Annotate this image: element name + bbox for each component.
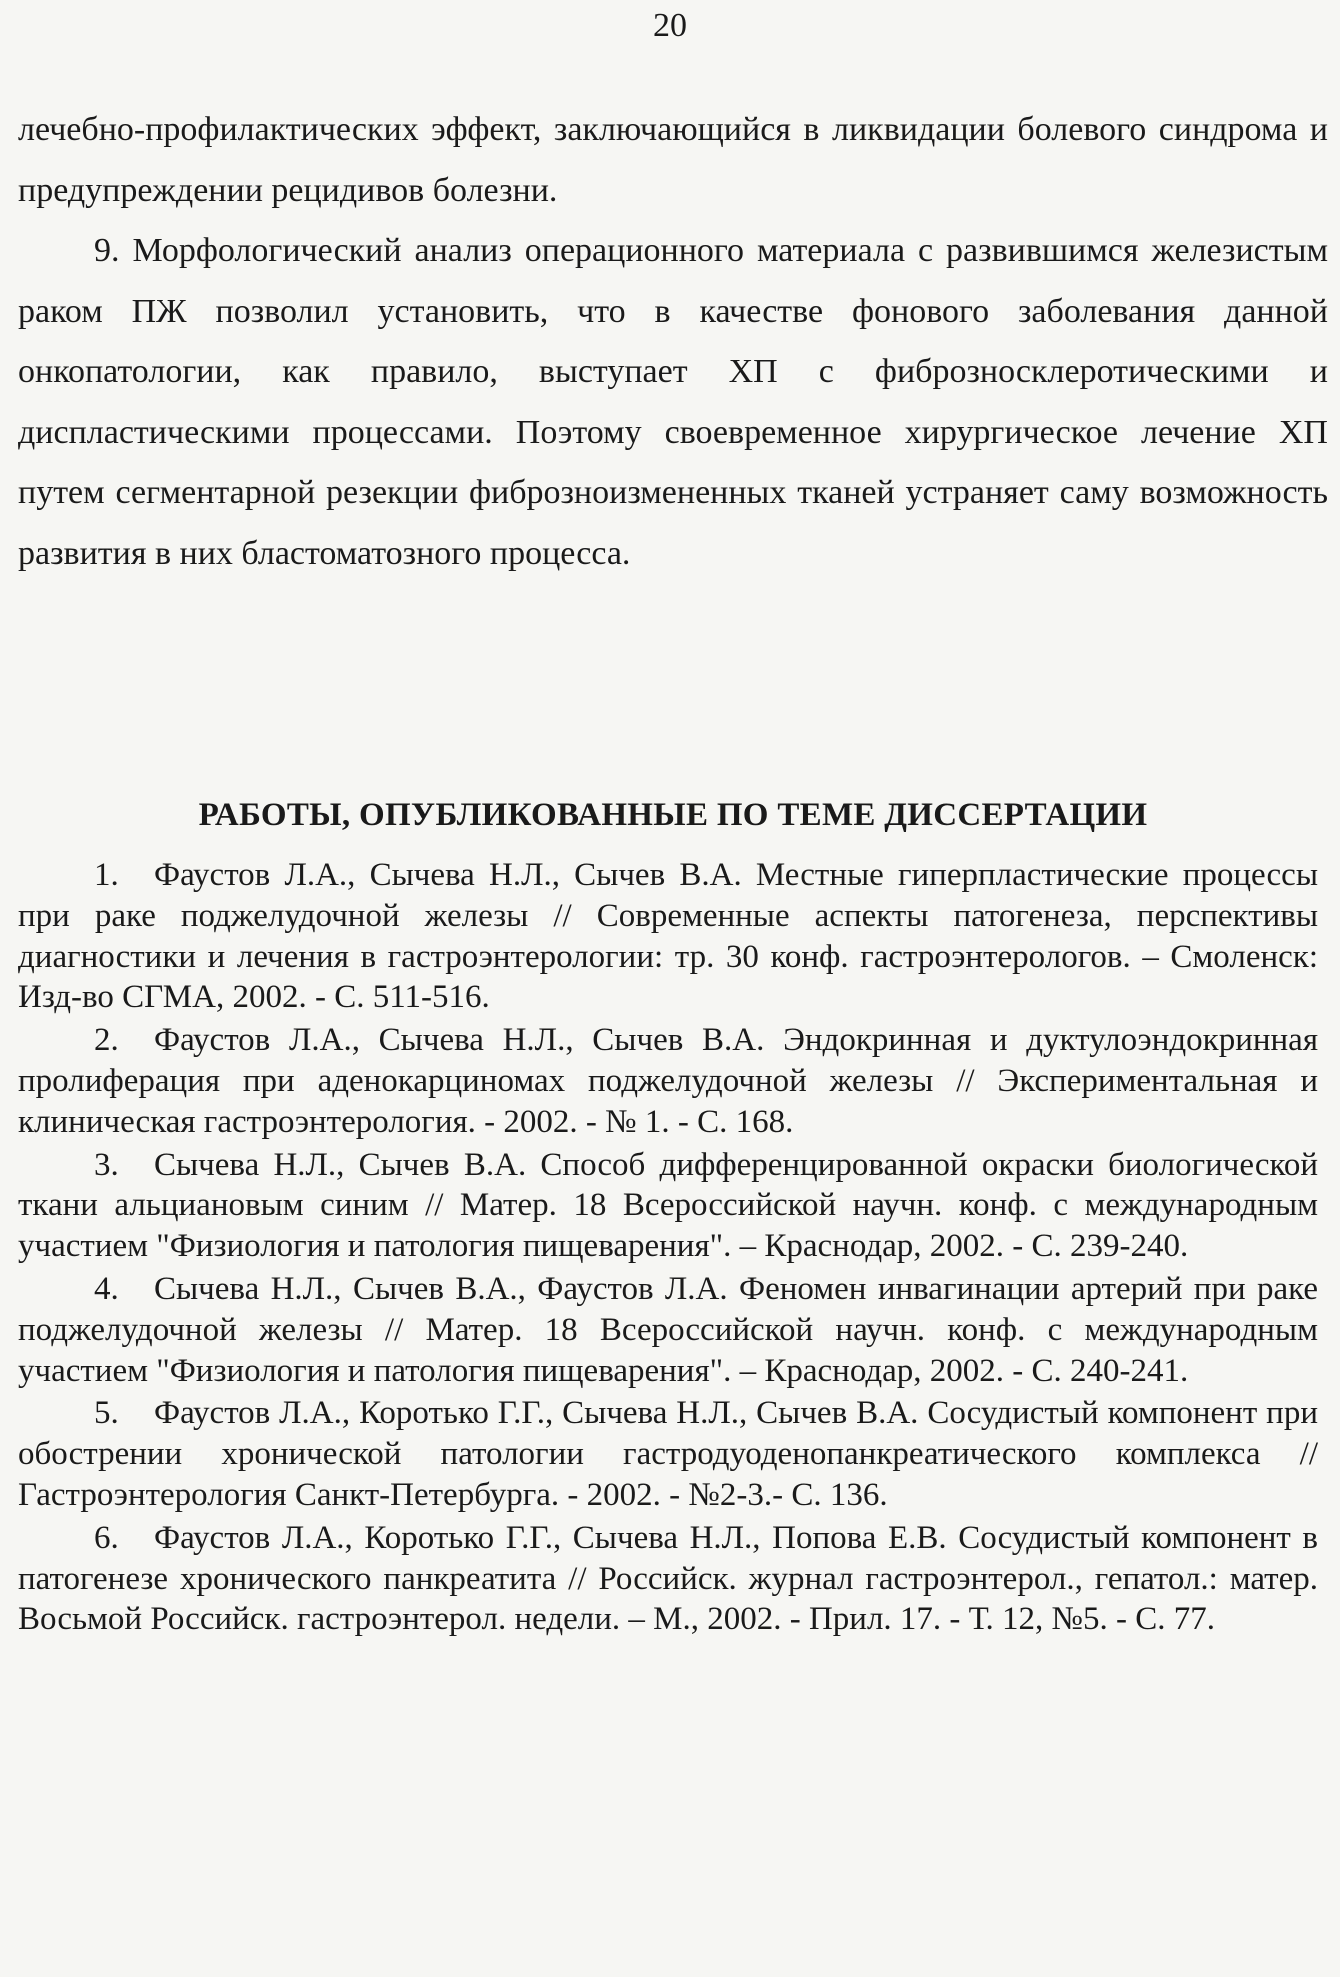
reference-text: Сычева Н.Л., Сычев В.А. Способ дифференцированной окраски биологической ткани альциановым синим // Матер. 18 Всероссийской научн. конф. с международным участием "Физиология и патология пищеварения". – Краснодар, 2002. - С. 239-240. <box>18 1146 1318 1265</box>
page-number: 20 <box>653 7 687 44</box>
reference-item <box>18 1145 1318 1267</box>
reference-number: 4. <box>94 1270 119 1307</box>
reference-item <box>18 1269 1318 1391</box>
reference-item <box>18 855 1318 1018</box>
reference-number: 5. <box>94 1395 119 1432</box>
reference-item <box>18 1518 1318 1640</box>
references-heading: РАБОТЫ, ОПУБЛИКОВАННЫЕ ПО ТЕМЕ ДИССЕРТАЦИИ <box>198 797 1148 833</box>
reference-number: 6. <box>94 1519 119 1556</box>
reference-number: 2. <box>94 1022 119 1059</box>
reference-text: Фаустов Л.А., Коротько Г.Г., Сычева Н.Л., Попова Е.В. Сосудистый компонент в патогенезе хронического панкреатита // Российск. журнал гастроэнтерол., гепатол.: матер. Восьмой Российск. гастроэнтерол. недели. – М., 2002. - Прил. 17. - Т. 12, №5. - С. 77. <box>18 1519 1318 1638</box>
reference-text: Сычева Н.Л., Сычев В.А., Фаустов Л.А. Феномен инвагинации артерий при раке поджелудочной железы // Матер. 18 Всероссийской научн. конф. с международным участием "Физиология и патология пищеварения". – Краснодар, 2002. - С. 240-241. <box>18 1270 1318 1389</box>
reference-text: Фаустов Л.А., Коротько Г.Г., Сычева Н.Л., Сычев В.А. Сосудистый компонент при обострении хронической патологии гастродуоденопанкреатического комплекса // Гастроэнтерология Санкт-Петербурга. - 2002. - №2-3.- С. 136. <box>18 1395 1318 1513</box>
reference-number: 3. <box>94 1146 119 1183</box>
paragraph-continuation: лечебно-профилактических эффект, заключающийся в ликвидации болевого синдрома и предупреждении рецидивов болезни. <box>18 111 1328 209</box>
references-list <box>18 855 1318 1642</box>
reference-text: Фаустов Л.А., Сычева Н.Л., Сычев В.А. Эндокринная и дуктулоэндокринная пролиферация при аденокарциномах поджелудочной железы // Экспериментальная и клиническая гастроэнтерология. - 2002. - № 1. - С. 168. <box>18 1022 1318 1140</box>
reference-item <box>18 1020 1318 1142</box>
reference-item <box>18 1393 1318 1515</box>
reference-number: 1. <box>94 857 119 893</box>
reference-text: Фаустов Л.А., Сычева Н.Л., Сычев В.А. Местные гиперпластические процессы при раке поджелудочной железы // Современные аспекты патогенеза, перспективы диагностики и лечения в гастроэнтерологии: тр. 30 конф. гастроэнтерологов. – Смоленск: Изд-во СГМА, 2002. - С. 511-516. <box>18 857 1318 1016</box>
paragraph-conclusion-9: 9. Морфологический анализ операционного материала с развившимся железистым раком ПЖ позволил установить, что в качестве фонового заболевания данной онкопатологии, как правило, выступает ХП с фиброзносклеротическими и диспластическими процессами. Поэтому своевременное хирургическое лечение ХП путем сегментарной резекции фиброзноизмененных тканей устраняет саму возможность развития в них бластоматозного процесса. <box>18 232 1328 572</box>
body-text <box>18 100 1328 584</box>
